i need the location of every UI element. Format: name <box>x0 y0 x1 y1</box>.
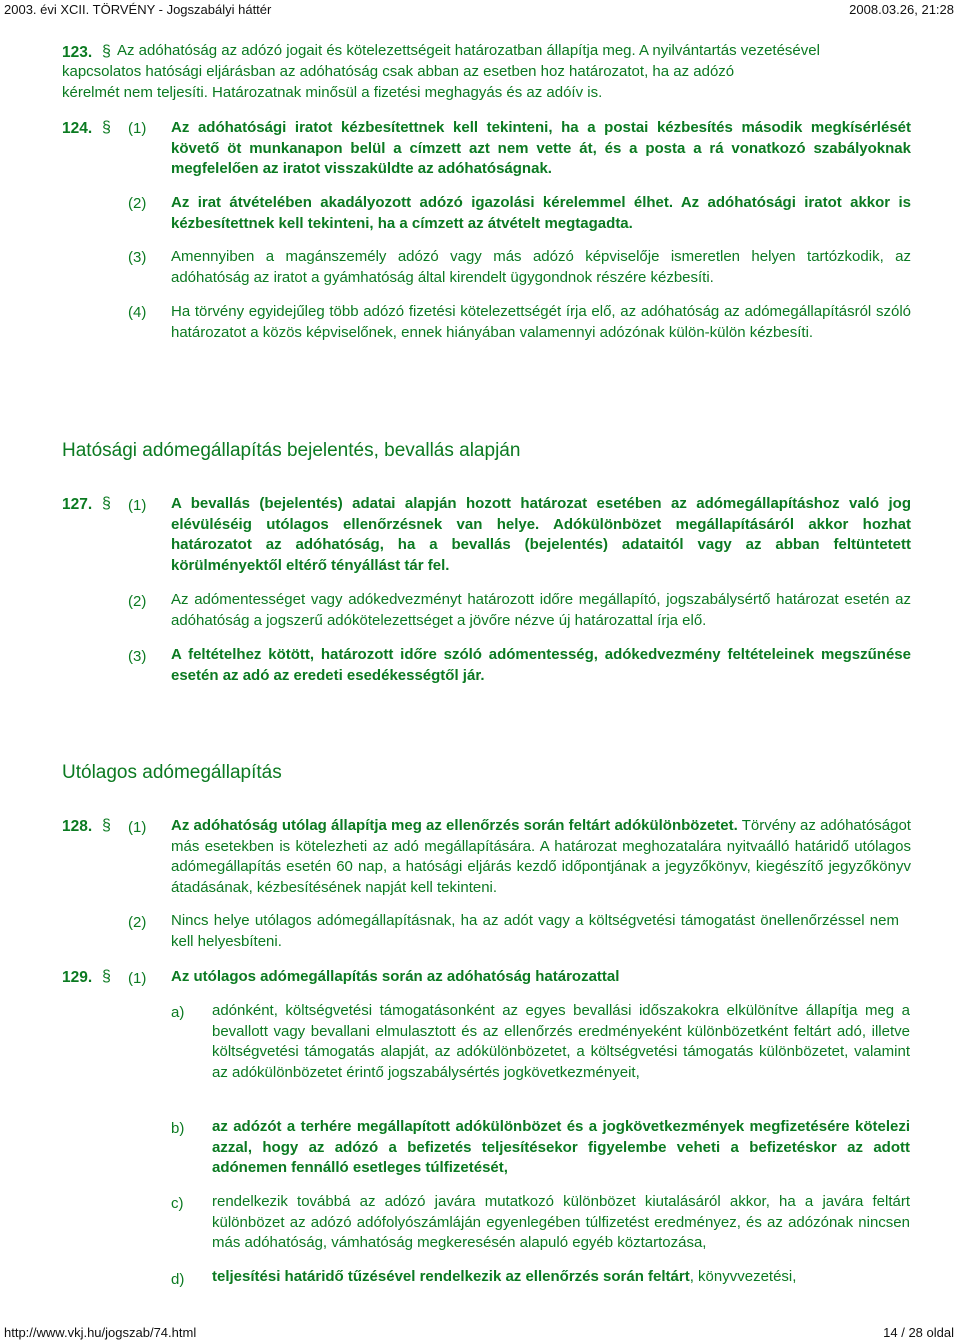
subsection-text-bold: Az adóhatóság utólag állapítja meg az ellenőrzés során feltárt adókülönbözetet. <box>171 817 738 834</box>
subsection-text: Az irat átvételében akadályozott adózó igazolási kérelemmel élhet. Az adóhatósági iratot akkor is kézbesítettnek kell tekinteni, ha a címzett az átvételt megtagadta. <box>171 194 911 232</box>
point-text-rest: , könyvvezetési, <box>689 1268 797 1285</box>
page-header <box>0 0 960 20</box>
point-text: adónként, költségvetési támogatásonként az egyes bevallási időszakokra elkülönítve állapítja meg a bevallott vagy bevallani elmulasztott és az ellenőrzés eredményeként különbözetként feltárt adó, illetve költségvetési támogatás alapját, az adókülönbözetet, a költségvetési támogatás különbözetet, valamint az adókülönbözetet érintő jogszabálysértés jogkövetkezményeit, <box>212 1002 910 1081</box>
subsection-label: (1) <box>128 819 147 836</box>
subsection-label: (4) <box>128 304 147 321</box>
subsection-label: (2) <box>128 914 147 931</box>
header-datetime: 2008.03.26, 21:28 <box>849 2 954 17</box>
subsection-text: A bevallás (bejelentés) adatai alapján hozott határozat esetében az adómegállapításhoz való jog elévüléséig utólagos ellenőrzésnek van helye. Adókülönbözet megállapításáról akkor hozhat határozatot az adóhatóság, ha a bevallás (bejelentés) adataitól vagy az abban feltüntetett körülményektől eltérő tényállást tár fel. <box>171 495 911 574</box>
footer-url[interactable]: http://www.vkj.hu/jogszab/74.html <box>4 1325 197 1340</box>
point-text-bold: teljesítési határidő tűzésével rendelkezik az ellenőrzés során feltárt <box>212 1268 690 1285</box>
section-number: 123. <box>62 44 93 61</box>
subsection-label: (1) <box>128 970 147 987</box>
subsection-text: A feltételhez kötött, határozott időre szóló adómentesség, adókedvezmény feltételeinek megszűnése esetén az adó az eredeti esedékességtől jár. <box>171 646 911 684</box>
subsection-text: Az adómentességet vagy adókedvezményt határozott időre megállapító, jogszabálysértő határozat esetén az adóhatóság a jogszerű adókötelezettséget a jövőre nézve új határozattal írja elő. <box>171 591 911 629</box>
section-number: 127. <box>62 496 93 513</box>
point-label: b) <box>171 1120 185 1137</box>
point-text: az adózót a terhére megállapított adókülönbözet és a jogkövetkezmények megfizetésére kötelezi azzal, hogy az adózó a befizetés teljesítésekor figyelembe veheti a befizetéskor az adott adónemen fennálló esetleges túlfizetését, <box>212 1118 910 1176</box>
subsection-text: Ha törvény egyidejűleg több adózó fizetési kötelezettségét írja elő, az adóhatóság az adómegállapításról szóló határozatot a közös képviselőnek, ennek hiányában valamennyi adózónak külön-külön kézbesíti. <box>171 303 911 341</box>
paragraph-link-icon[interactable]: § <box>102 119 111 136</box>
subsection-label: (1) <box>128 497 147 514</box>
footer-page-number: 14 / 28 oldal <box>883 1325 954 1340</box>
point-label: a) <box>171 1004 185 1021</box>
subsection-label: (1) <box>128 120 147 137</box>
section-text-line: Az adóhatóság az adózó jogait és kötelezettségeit határozatban állapítja meg. A nyilvántartás vezetésével <box>117 42 820 59</box>
section-text-line: kérelmét nem teljesíti. Határozatnak minősül a fizetési meghagyás és az adóív is. <box>62 84 603 101</box>
page-footer <box>0 1322 960 1340</box>
paragraph-link-icon[interactable]: § <box>102 43 111 60</box>
subsection-label: (2) <box>128 593 147 610</box>
subsection-text <box>171 816 911 898</box>
point-label: d) <box>171 1271 185 1288</box>
point-text <box>212 1267 910 1288</box>
paragraph-link-icon[interactable]: § <box>102 968 111 985</box>
paragraph-link-icon[interactable]: § <box>102 495 111 512</box>
subsection-text-rest: Törvény az adóhatóságot más esetekben is kötelezheti az adó megállapítására. A határozat meghozatalára nyitvaálló határidő utólagos adómegállapítás esetén 60 nap, a hatósági eljárás kezdő időpontjának a jegyzőkönyv, kiegészítő jegyzőkönyv átadásának, kézbesítésének napját kell tekinteni. <box>171 817 911 896</box>
section-heading: Hatósági adómegállapítás bejelentés, bevallás alapján <box>62 440 521 461</box>
header-title: 2003. évi XCII. TÖRVÉNY - Jogszabályi háttér <box>4 2 272 17</box>
subsection-text: Amennyiben a magánszemély adózó vagy más adózó képviselője ismeretlen helyen tartózkodik, az adóhatóság az iratot a gyámhatóság által kirendelt ügygondnok részére kézbesíti. <box>171 248 911 286</box>
section-number: 128. <box>62 818 93 835</box>
subsection-text: Nincs helye utólagos adómegállapításnak, ha az adót vagy a költségvetési támogatást önellenőrzéssel nem kell helyesbíteni. <box>171 912 899 950</box>
section-number: 124. <box>62 120 93 137</box>
point-text: rendelkezik továbbá az adózó javára mutatkozó különbözet kiutalásáról akkor, ha a javára feltárt különbözet az adózó adófolyószámláján egyenlegében túlfizetést eredményez, és az adózónak nincsen más adóhatóság, vámhatóság megkeresésén alapuló egyéb köztartozása, <box>212 1193 910 1251</box>
paragraph-link-icon[interactable]: § <box>102 817 111 834</box>
section-heading: Utólagos adómegállapítás <box>62 762 282 783</box>
section-number: 129. <box>62 969 93 986</box>
point-label: c) <box>171 1195 184 1212</box>
subsection-label: (3) <box>128 648 147 665</box>
subsection-text: Az utólagos adómegállapítás során az adóhatóság határozattal <box>171 968 620 985</box>
section-text-line: kapcsolatos hatósági eljárásban az adóhatóság csak abban az esetben hoz határozatot, ha az adózó <box>62 63 735 80</box>
subsection-label: (3) <box>128 249 147 266</box>
subsection-text: Az adóhatósági iratot kézbesítettnek kell tekinteni, ha a postai kézbesítés második megkísérlését követő öt munkanapon belül a címzett azt nem vette át, és a posta a rá vonatkozó szabályoknak megfelelően az iratot visszaküldte az adóhatóságnak. <box>171 119 911 177</box>
subsection-label: (2) <box>128 195 147 212</box>
